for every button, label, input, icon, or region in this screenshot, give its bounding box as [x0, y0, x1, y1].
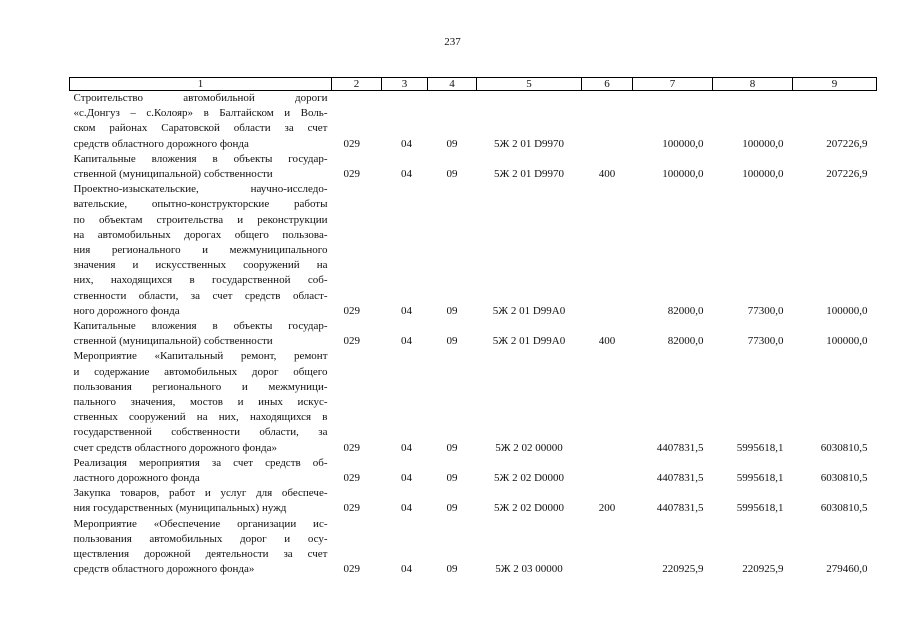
description-line: средств областного дорожного фонда» — [73, 563, 255, 576]
amount-col-8: 77300,0 — [747, 304, 784, 317]
description-line: «с.Донгуз – с.Колояр» в Балтайском и Воль- — [73, 107, 328, 120]
description-line: Закупка товаров, работ и услуг для обеспече- — [73, 487, 328, 500]
header-col-2: 2 — [332, 78, 382, 91]
subsection-code: 09 — [446, 472, 458, 485]
ministry-code: 029 — [343, 335, 360, 348]
description-line: пользования автомобильных дорог и осу- — [73, 532, 328, 545]
expense-type-code — [582, 349, 633, 455]
description-line: ственной (муниципальной) собственности — [73, 168, 273, 181]
target-article-code: 5Ж 2 03 00000 — [495, 563, 563, 576]
page-number: 237 — [444, 36, 461, 48]
description-line: ственной (муниципальной) собственности — [73, 335, 273, 348]
header-col-8: 8 — [713, 78, 793, 91]
header-col-9: 9 — [793, 78, 877, 91]
table-row — [70, 91, 877, 152]
amount-col-8: 100000,0 — [742, 168, 784, 181]
expense-type-code — [582, 91, 633, 152]
ministry-code: 029 — [343, 563, 360, 576]
header-col-4: 4 — [428, 78, 477, 91]
header-col-1: 1 — [70, 78, 332, 91]
header-row — [70, 78, 877, 91]
description-line: ском районах Саратовской области за счет — [73, 122, 328, 135]
amount-col-9: 207226,9 — [826, 137, 868, 150]
target-article-code: 5Ж 2 01 D99A0 — [492, 335, 566, 348]
row-description — [70, 456, 332, 486]
target-article-code: 5Ж 2 02 D0000 — [493, 472, 565, 485]
subsection-code: 09 — [446, 304, 458, 317]
ministry-code: 029 — [343, 168, 360, 181]
description-line: и содержание автомобильных дорог общего — [73, 365, 328, 378]
expense-type-code — [582, 517, 633, 578]
amount-col-9: 279460,0 — [826, 563, 868, 576]
target-article-code: 5Ж 2 01 D9970 — [493, 168, 565, 181]
subsection-code: 09 — [446, 335, 458, 348]
amount-col-7: 4407831,5 — [656, 502, 704, 515]
section-code: 04 — [401, 472, 412, 485]
amount-col-9: 100000,0 — [826, 304, 868, 317]
section-code: 04 — [401, 168, 412, 181]
description-line: Реализация мероприятия за счет средств об- — [73, 456, 328, 469]
section-code: 04 — [401, 304, 412, 317]
description-line: ственности области, за счет средств област- — [73, 289, 328, 302]
row-description — [70, 349, 332, 455]
subsection-code: 09 — [446, 502, 458, 515]
description-line: пального значения, мостов и иных искус- — [73, 396, 328, 409]
row-description — [70, 182, 332, 319]
table-row — [70, 182, 877, 319]
section-code: 04 — [401, 502, 412, 515]
expense-type-code: 200 — [598, 502, 616, 515]
expense-type-code: 400 — [598, 335, 616, 348]
header-col-7: 7 — [633, 78, 713, 91]
ministry-code: 029 — [343, 502, 360, 515]
amount-col-8: 220925,9 — [742, 563, 784, 576]
target-article-code: 5Ж 2 02 00000 — [495, 441, 563, 454]
description-line: Строительство автомобильной дороги — [73, 92, 328, 104]
amount-col-9: 6030810,5 — [820, 441, 868, 454]
ministry-code: 029 — [343, 441, 360, 454]
table-row — [70, 349, 877, 455]
amount-col-7: 100000,0 — [662, 168, 704, 181]
description-line: ществления дорожной деятельности за счет — [73, 548, 328, 561]
amount-col-9: 6030810,5 — [820, 472, 868, 485]
description-line: пользования регионального и межмуници- — [73, 380, 328, 393]
table-row — [70, 486, 877, 516]
header-col-6: 6 — [582, 78, 633, 91]
table-body — [70, 91, 877, 578]
row-description — [70, 91, 332, 152]
subsection-code: 09 — [446, 563, 458, 576]
description-line: ния регионального и межмуниципального — [73, 244, 328, 257]
expense-type-code — [582, 456, 633, 486]
description-line: Мероприятие «Капитальный ремонт, ремонт — [73, 350, 328, 363]
description-line: счет средств областного дорожного фонда» — [73, 441, 278, 454]
row-description — [70, 517, 332, 578]
target-article-code: 5Ж 2 01 D99A0 — [492, 304, 566, 317]
description-line: по объектам строительства и реконструкции — [73, 213, 328, 226]
description-line: значения и искусственных сооружений на — [73, 259, 328, 272]
subsection-code: 09 — [446, 168, 458, 181]
amount-col-7: 82000,0 — [667, 335, 704, 348]
expense-type-code — [582, 182, 633, 319]
amount-col-9: 6030810,5 — [820, 502, 868, 515]
amount-col-8: 5995618,1 — [736, 502, 784, 515]
description-line: них, находящихся в государственной соб- — [73, 274, 328, 287]
table-row — [70, 456, 877, 486]
description-line: Капитальные вложения в объекты государ- — [73, 152, 328, 165]
description-line: ного дорожного фонда — [73, 304, 180, 317]
section-code: 04 — [401, 563, 412, 576]
row-description — [70, 486, 332, 516]
table-header — [70, 78, 877, 91]
amount-col-9: 100000,0 — [826, 335, 868, 348]
ministry-code: 029 — [343, 472, 360, 485]
row-description — [70, 152, 332, 182]
row-description — [70, 319, 332, 349]
amount-col-8: 5995618,1 — [736, 472, 784, 485]
amount-col-8: 100000,0 — [742, 137, 784, 150]
table-row — [70, 517, 877, 578]
amount-col-7: 82000,0 — [667, 304, 704, 317]
description-line: Мероприятие «Обеспечение организации ис- — [73, 517, 328, 530]
description-line: ния государственных (муниципальных) нужд — [73, 502, 287, 515]
table-row — [70, 319, 877, 349]
description-line: ластного дорожного фонда — [73, 472, 200, 485]
description-line: государственной собственности области, за — [73, 426, 328, 439]
amount-col-8: 5995618,1 — [736, 441, 784, 454]
amount-col-7: 4407831,5 — [656, 441, 704, 454]
header-col-3: 3 — [382, 78, 428, 91]
subsection-code: 09 — [446, 441, 458, 454]
description-line: Капитальные вложения в объекты государ- — [73, 320, 328, 333]
expense-type-code: 400 — [598, 168, 616, 181]
target-article-code: 5Ж 2 01 D9970 — [493, 137, 565, 150]
amount-col-7: 100000,0 — [662, 137, 704, 150]
description-line: Проектно-изыскательские, научно-исследо- — [73, 183, 328, 196]
header-col-5: 5 — [477, 78, 582, 91]
description-line: на автомобильных дорогах общего пользова- — [73, 228, 328, 241]
subsection-code: 09 — [446, 137, 458, 150]
description-line: средств областного дорожного фонда — [73, 137, 249, 150]
ministry-code: 029 — [343, 137, 360, 150]
amount-col-8: 77300,0 — [747, 335, 784, 348]
description-line: вательские, опытно-конструкторские работы — [73, 198, 328, 211]
amount-col-9: 207226,9 — [826, 168, 868, 181]
section-code: 04 — [401, 137, 412, 150]
budget-table — [69, 77, 877, 578]
target-article-code: 5Ж 2 02 D0000 — [493, 502, 565, 515]
section-code: 04 — [401, 335, 412, 348]
amount-col-7: 220925,9 — [662, 563, 704, 576]
ministry-code: 029 — [343, 304, 360, 317]
section-code: 04 — [401, 441, 412, 454]
amount-col-7: 4407831,5 — [656, 472, 704, 485]
description-line: ственных сооружений на них, находящихся в — [73, 411, 328, 424]
table-row — [70, 152, 877, 182]
